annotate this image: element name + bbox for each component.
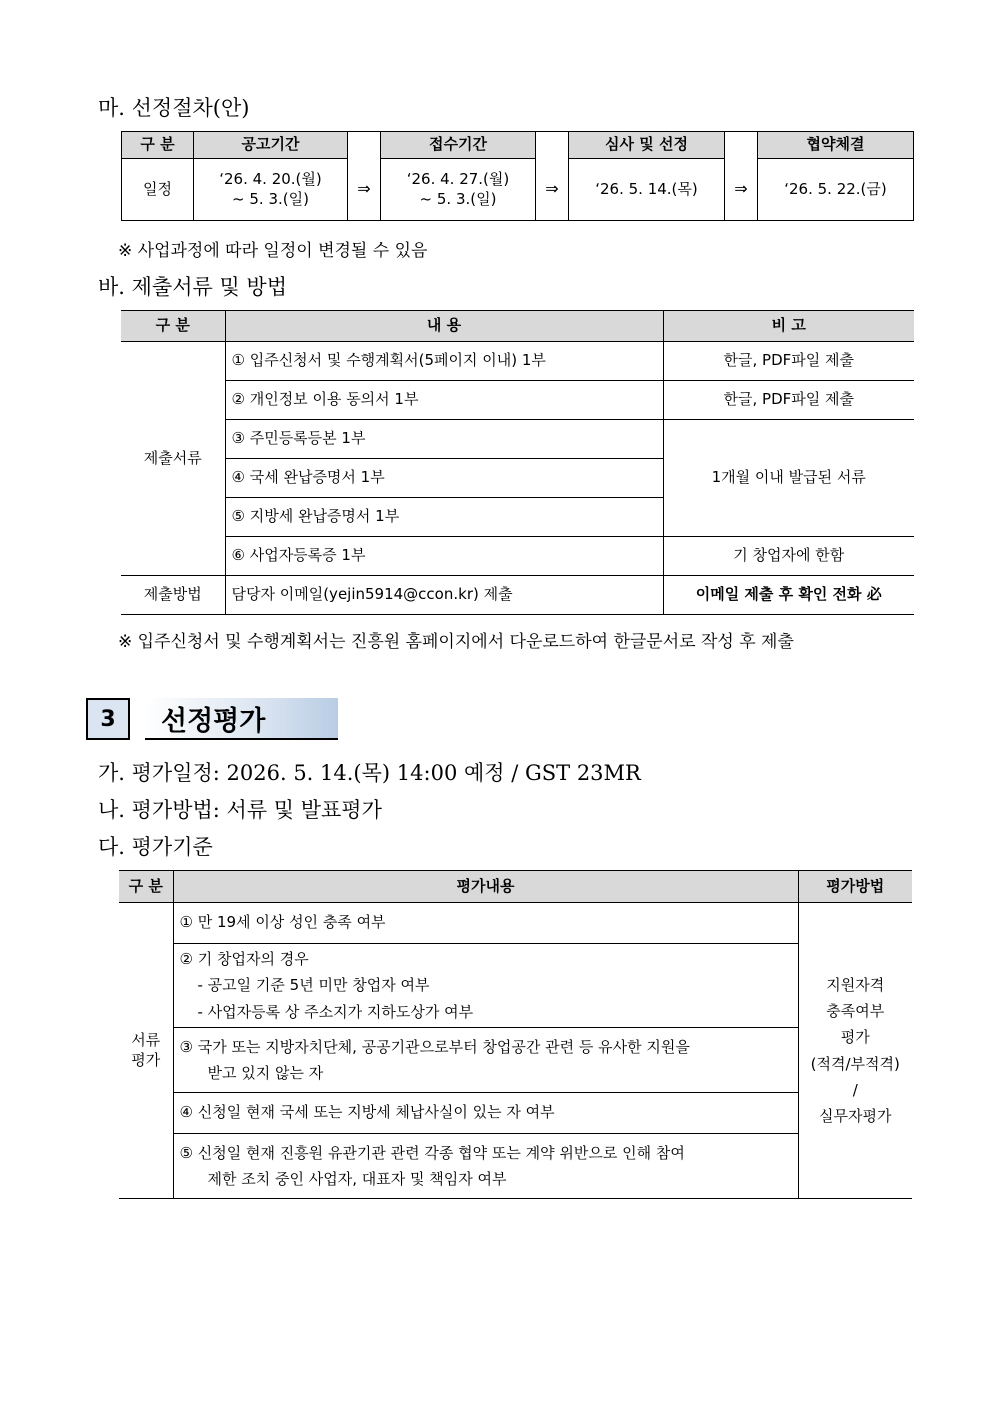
docs-group-label: 제출서류 [121,342,225,576]
docs-remark: 한글, PDF파일 제출 [663,342,914,381]
application-note: ※ 입주신청서 및 수행계획서는 진흥원 홈페이지에서 다운로드하여 한글문서로 작성 후 제출 [118,632,794,652]
procedure-date-receipt: ‘26. 4. 27.(월) ~ 5. 3.(일) [381,159,536,221]
section-number: 3 [86,698,130,740]
criteria-method: 지원자격 충족여부 평가 (적격/부적격) / 실무자평가 [798,903,912,1199]
eval-schedule-line: 가. 평가일정: 2026. 5. 14.(목) 14:00 예정 / GST 23MR [98,761,641,785]
criteria-item: ② 기 창업자의 경우 - 공고일 기준 5년 미만 창업자 여부 - 사업자등록 상 주소지가 지하도상가 여부 [173,944,798,1028]
procedure-table [121,131,914,221]
procedure-date-announce: ‘26. 4. 20.(월) ~ 5. 3.(일) [194,159,348,221]
docs-remark: 1개월 이내 발급된 서류 [663,420,914,537]
section-title: 선정평가 [145,698,338,740]
procedure-date-review: ‘26. 5. 14.(목) [569,159,725,221]
procedure-date-agreement: ‘26. 5. 22.(금) [758,159,914,221]
docs-item: ③ 주민등록등본 1부 [225,420,663,459]
criteria-item: ⑤ 신청일 현재 진흥원 유관기관 관련 각종 협약 또는 계약 위반으로 인해 참여 제한 조치 중인 사업자, 대표자 및 책임자 여부 [173,1134,798,1199]
eval-method-line: 나. 평가방법: 서류 및 발표평가 [98,798,382,822]
section-heading-procedure: 마. 선정절차(안) [98,96,250,120]
criteria-item: ③ 국가 또는 지방자치단체, 공공기관으로부터 창업공간 관련 등 유사한 지원을 받고 있지 않는 자 [173,1028,798,1093]
eval-criteria-line: 다. 평가기준 [98,835,213,859]
procedure-header-receipt: 접수기간 [381,132,536,159]
procedure-header-agreement: 협약체결 [758,132,914,159]
procedure-header-announce: 공고기간 [194,132,348,159]
docs-item: ⑤ 지방세 완납증명서 1부 [225,498,663,537]
arrow-icon: ⇒ [725,159,758,221]
docs-method-content: 담당자 이메일(yejin5914@ccon.kr) 제출 [225,576,663,615]
criteria-item: ④ 신청일 현재 국세 또는 지방세 체납사실이 있는 자 여부 [173,1093,798,1134]
procedure-header-gubun: 구 분 [122,132,194,159]
criteria-group-label: 서류 평가 [119,903,173,1199]
arrow-icon: ⇒ [348,159,381,221]
section-heading-documents: 바. 제출서류 및 방법 [98,275,287,299]
arrow-icon: ⇒ [536,159,569,221]
docs-item: ④ 국세 완납증명서 1부 [225,459,663,498]
procedure-header-review: 심사 및 선정 [569,132,725,159]
criteria-header-method: 평가방법 [798,871,912,903]
criteria-table [119,870,912,1199]
docs-header-content: 내 용 [225,311,663,342]
criteria-header-content: 평가내용 [173,871,798,903]
docs-item: ② 개인정보 이용 동의서 1부 [225,381,663,420]
schedule-note: ※ 사업과정에 따라 일정이 변경될 수 있음 [118,241,428,261]
docs-header-remark: 비 고 [663,311,914,342]
docs-item: ⑥ 사업자등록증 1부 [225,537,663,576]
criteria-header-gubun: 구 분 [119,871,173,903]
docs-method-label: 제출방법 [121,576,225,615]
docs-method-remark: 이메일 제출 후 확인 전화 必 [663,576,914,615]
criteria-item: ① 만 19세 이상 성인 충족 여부 [173,903,798,944]
docs-remark: 한글, PDF파일 제출 [663,381,914,420]
documents-table [121,310,914,615]
procedure-row-label: 일정 [122,159,194,221]
docs-item: ① 입주신청서 및 수행계획서(5페이지 이내) 1부 [225,342,663,381]
docs-remark: 기 창업자에 한함 [663,537,914,576]
docs-header-gubun: 구 분 [121,311,225,342]
